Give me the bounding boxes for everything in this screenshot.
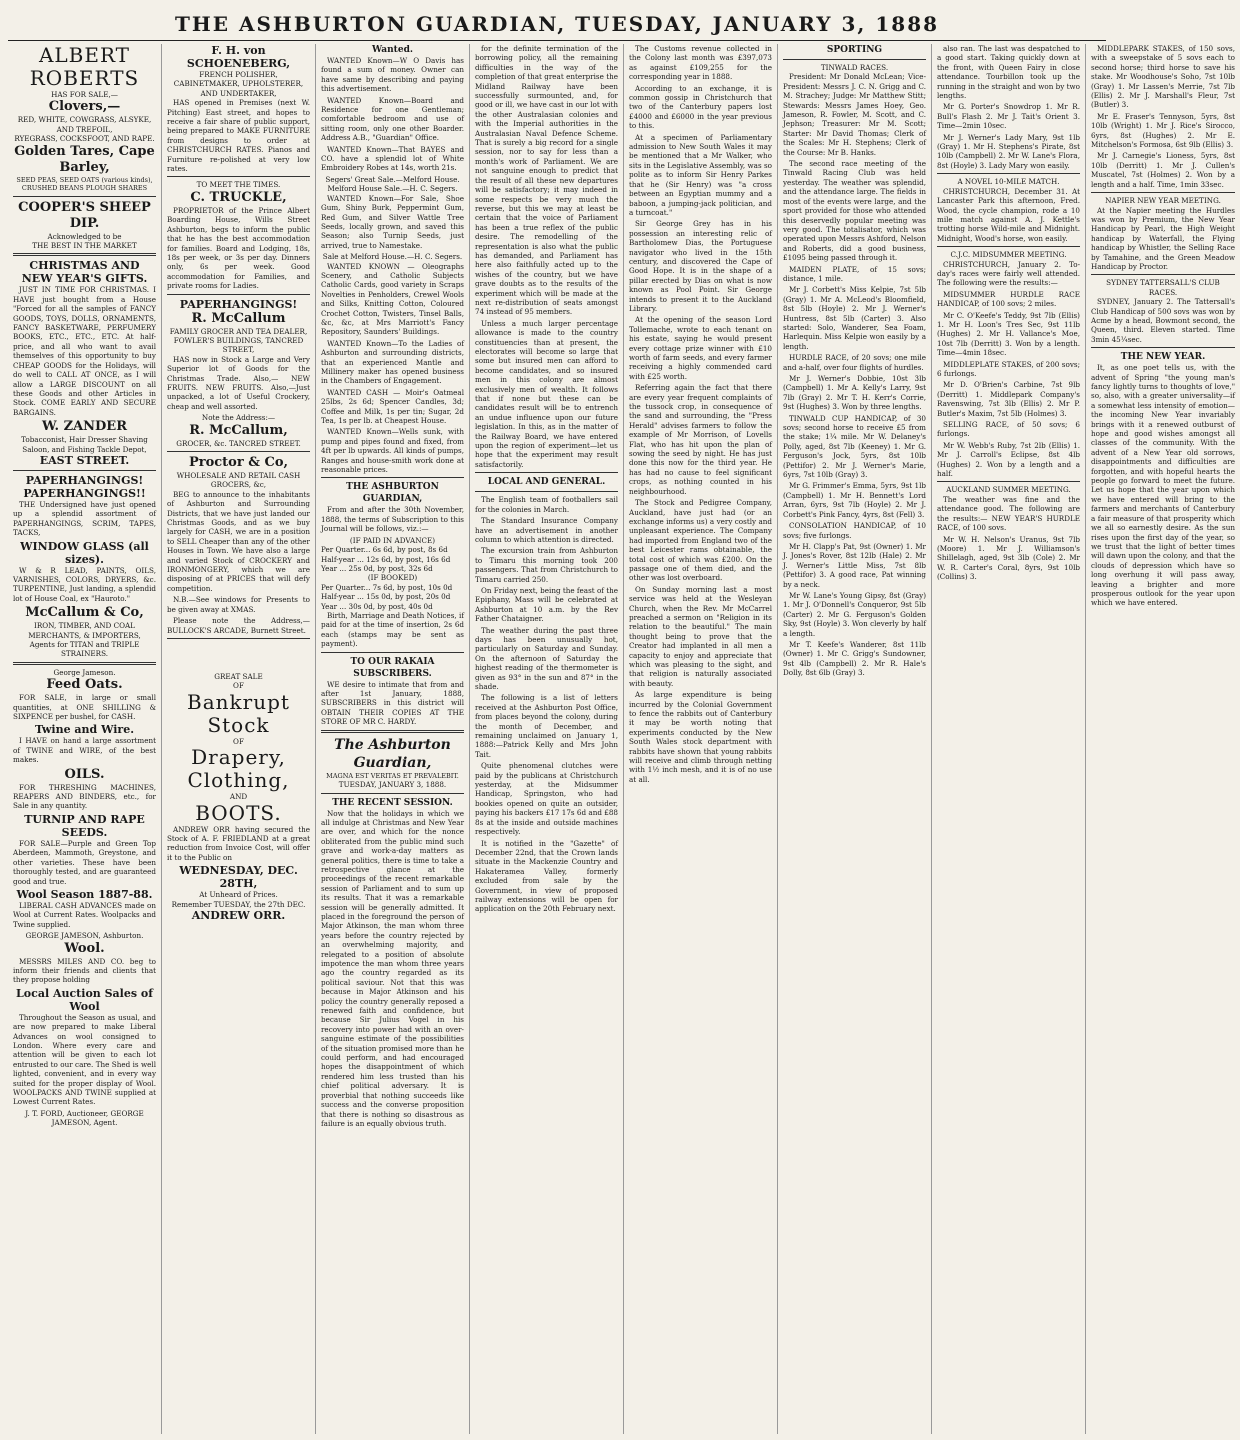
- acknowledged: Acknowledged to be: [47, 231, 122, 241]
- divider: [937, 173, 1080, 174]
- unheard-prices: At Unheard of Prices.: [199, 890, 278, 900]
- booked-label: (IF BOOKED): [367, 573, 418, 583]
- page-header: THE ASHBURTON GUARDIAN, TUESDAY, JANUARY 3, 1888: [8, 10, 1106, 41]
- local-item: On Friday next, being the feast of the Epiphany, Mass will be celebrated at Ashburton at 10 a.m. by the Rev Father Chataigner.: [475, 585, 618, 624]
- divider: [167, 451, 310, 452]
- rate-row: Year ... 30s 0d, by post, 40s 0d: [321, 601, 433, 611]
- wanted-7: WANTED CASH — Moir's Oatmeal 25lbs, 2s 6d; Spencer Candles, 3d; Coffee and Milk, 1s per tin; Sugar, 2d Tea, 1s per lb. at Cheapest House.: [321, 387, 464, 426]
- local-item: The Standard Insurance Company have an advertisement in another column to which attention is directed.: [475, 516, 618, 544]
- column-8: [1086, 44, 1240, 1434]
- great-sale: GREAT SALE: [214, 671, 263, 681]
- divider: [937, 481, 1080, 482]
- grocer-address: GROCER, &c. TANCRED STREET.: [176, 438, 301, 448]
- race-results: Mr C. O'Keefe's Teddy, 9st 7lb (Ellis) 1. Mr H. Loon's Tres Sec, 9st 11lb (Hughes) 2. Mr H. Vallance's Moe, 10st 7lb (Derritt) 3. Won by a length. Time—4min 18sec.: [937, 310, 1080, 358]
- race-results: TINWALD CUP HANDICAP, of 30 sovs; second horse to receive £5 from the stake; 1¼ mile. Mr W. Delaney's Polly, aged, 8st 7lb (Keeney) 1. Mr G. Ferguson's Jock, 5yrs, 8st 10lb (Pettifor) 2. Mr J. Werner's Marie, 6yrs, 7st 10lb (Gray) 3.: [783, 413, 926, 480]
- schoenberg-name: F. H. von SCHOENEBERG,: [186, 44, 291, 70]
- zander-name: W. ZANDER: [41, 419, 128, 435]
- race-results: Mr W. H. Nelson's Uranus, 9st 7lb (Moore) 1. Mr J. Williamson's Shillelagh, aged, 9st 3lb (Cole) 2. Mr W. R. Carter's Coral, 8yrs, 9st 10lb (Collins) 3.: [937, 534, 1080, 582]
- truckle-name: C. TRUCKLE,: [190, 189, 287, 205]
- mccallum-r: R. McCallum: [191, 310, 286, 326]
- schoenberg-body: HAS opened in Premises (next W. Pitching) East street, and hopes to receive a fair share of public support, being prepared to MAKE FURNITURE from designs to order at CHRISTCHURCH RATES. Pianos and Furniture re-polished at very low rates.: [167, 98, 310, 174]
- guardian-subscription-body: From and after the 30th November, 1888, the terms of Subscription to this Journal will be follows, viz.:—: [321, 505, 464, 534]
- truckle-body: PROPRIETOR of the Prince Albert Boarding House, Wills Street Ashburton, begs to inform the public that he has the best accommodation for families. Board and Lodging, 18s, 18s per week, or 3s per day. Dinners only, 6s per week. Good accommodation for Families, and private rooms for Ladies.: [167, 205, 310, 291]
- bankrupt-stock: Bankrupt Stock: [187, 689, 290, 737]
- schoenberg-desc: FRENCH POLISHER, CABINETMAKER, UPHOLSTERER, AND UNDERTAKER,: [173, 70, 304, 98]
- cjc-heading: C.J.C. MIDSUMMER MEETING.: [950, 250, 1067, 260]
- twine-and-wire: Twine and Wire.: [34, 723, 135, 737]
- race-results: Mr W. Lane's Young Gipsy, 8st (Gray) 1. Mr J. O'Donnell's Conqueror, 9st 5lb (Carter) 2. Mr G. Ferguson's Golden Sky, 9st (Hoyle) 3. Won cleverly by half a length.: [783, 590, 926, 638]
- wanted-3: WANTED Known—That BAYES and CO. have a splendid lot of White Embroidery Robes at 14s, worth 21s.: [321, 144, 464, 173]
- news-item: According to an exchange, it is common gossip in Christchurch that two of the Canterbury papers lost £4000 and £6000 in the year previous to this.: [629, 83, 772, 131]
- race-results: Mr H. Clapp's Pat, 9st (Owner) 1. Mr J. Jones's Rover, 8st 12lb (Hale) 2. Mr J. Werner's Little Miss, 7st 8lb (Pettifor) 3. A good race, Pat winning by a neck.: [783, 541, 926, 589]
- issue-date: TUESDAY, JANUARY 3, 1888.: [338, 780, 447, 790]
- race-title: MIDDLEPLATE STAKES, of 200 sovs; 6 furlongs.: [937, 359, 1080, 378]
- race-results: Mr D. O'Brien's Carbine, 7st 9lb (Derritt) 1. Middlepark Company's Ravenswing, 7st 3lb (Ellis) 2. Mr P. Butler's Maxim, 7st 5lb (Holmes) 3.: [937, 380, 1080, 418]
- recent-session-heading: THE RECENT SESSION.: [332, 797, 453, 808]
- mccallum-desc: IRON, TIMBER, AND COAL MERCHANTS, & IMPORTERS,: [28, 621, 141, 640]
- rate-row: Half-year ... 12s 6d, by post, 16s 6d: [321, 554, 451, 564]
- race-report: The second race meeting of the Tinwald Racing Club was held yesterday. The weather was splendid, and the attendance large. The fields in most of the events were large, and the sport provided for those who attended this deservedly popular meeting was very good. The totalisator, which was operated upon Messrs Ashford, Nelson and Roberts, did a good business, £1095 being passed through it.: [783, 159, 926, 263]
- race-results: MIDDLEPARK STAKES, of 150 sovs, with a sweepstake of 5 sovs each to second horse; third horse to save his stake. Mr Woodhouse's Soho, 7st 10lb (Gray) 1. Mr Lassen's Merrie, 7st 7lb (Ellis) 2. Mr J. Marshall's Fleur, 7st (Butler) 3.: [1091, 44, 1235, 110]
- column-3: [316, 44, 470, 1434]
- race-results: Mr J. Corbett's Miss Kelpie, 7st 5lb (Gray) 1. Mr A. McLeod's Bloomfield, 8st 5lb (Hoyle) 2. Mr J. Werner's Huntress, 8st 5lb (Carter) 3. Also started: Solo, Wanderer, Sea Foam, Harlequin. Miss Kelpie won easily by a length.: [783, 285, 926, 351]
- columns: [8, 43, 1235, 1434]
- note-address: Note the Address:—: [201, 413, 276, 423]
- wanted-8: WANTED Known—Wells sunk, with pump and pipes found and fixed, from 4ft per lb upwards. All kinds of pumps, Ranges and house-smith work done at reasonable prices.: [321, 427, 464, 475]
- divider: [167, 638, 310, 639]
- wanted-2: WANTED Known—Board and Residence for one Gentleman; comfortable bedroom and use of sitting room, only one other Boarder. Address A.B., "Guardian" Office.: [321, 95, 464, 143]
- wanted-5: WANTED KNOWN — Oleographs Scenery, and Catholic Subjects Catholic Cards, good variety in Scraps Novelties in Penholders, Crewel Wools and Silks, Knitting Cotton, Coloured Crochet Cotton, Twisters, Tinsel Balls, &c, &c, at Mrs Marriott's Fancy Repository, Saunders' Buildings.: [321, 261, 464, 337]
- column-5: [624, 44, 778, 1434]
- divider: [321, 730, 464, 733]
- sporting-heading: SPORTING: [826, 45, 883, 55]
- wanted-6: WANTED Known—To the Ladies of Ashburton and surrounding districts, that an experienced Mantle and Millinery maker has opened business in the Chambers of Engagement.: [321, 338, 464, 386]
- zander-address: EAST STREET.: [39, 453, 130, 467]
- paperhangings-body: THE Undersigned have just opened up a splendid assortment of PAPERHANGINGS, SCRIM, TAPES, TACKS,: [13, 499, 156, 538]
- wanted-heading: Wanted.: [371, 45, 413, 55]
- race-results: Mr J. Carnegie's Lioness, 5yrs, 8st 10lb (Derritt) 1. Mr J. Cullen's Muscatel, 7st (Holmes) 2. Won by a length and a half. Time, 1min 33sec.: [1091, 151, 1235, 189]
- guardian-subscription-heading: THE ASHBURTON GUARDIAN,: [346, 482, 439, 505]
- christmas-heading: CHRISTMAS AND NEW YEAR'S GIFTS.: [21, 259, 148, 286]
- oils-body: FOR THRESHING MACHINES, REAPERS AND BINDERS, etc., for Sale in any quantity.: [13, 782, 156, 811]
- andrew-body: ANDREW ORR having secured the Stock of A. F. FRIEDLAND at a great reduction from Invoice Cost, will offer it to the Public on: [167, 824, 310, 862]
- divider: [783, 59, 926, 60]
- andrew-orr: ANDREW ORR.: [191, 908, 286, 922]
- divider: [167, 176, 310, 177]
- tinwald-races-heading: TINWALD RACES.: [820, 63, 889, 72]
- column-2: [162, 44, 316, 1434]
- clovers-types: RED, WHITE, COWGRASS, ALSYKE, AND TREFOIL,: [17, 115, 152, 134]
- race-results: Mr J. Werner's Dobbie, 10st 3lb (Campbell) 1. Mr A. Kelly's Larry, 9st 7lb (Gray) 2. Mr T. H. Kerr's Corrie, 9st (Hughes) 3. Won by three lengths.: [783, 374, 926, 412]
- race-results: Mr J. Werner's Lady Mary, 9st 1lb (Gray) 1. Mr H. Stephens's Pirate, 8st 10lb (Campbell) 2. Mr W. Lane's Flora, 8st (Hoyle) 3. Lady Mary won easily.: [937, 132, 1080, 170]
- divider: [1091, 347, 1235, 348]
- local-auction: Local Auction Sales of Wool: [16, 986, 153, 1013]
- window-glass: WINDOW GLASS (all sizes).: [20, 539, 149, 566]
- paperhangings-heading: PAPERHANGINGS! PAPERHANGINGS!!: [23, 473, 146, 500]
- column-7: [932, 44, 1086, 1434]
- advance-label: (IF PAID IN ADVANCE): [349, 535, 436, 545]
- recent-session-body: Now that the holidays in which we all indulge at Christmas and New Year are over, and which for the nonce obliterated from the public mind such grave and work-a-day matters as general politics, there is time to take a retrospective glance at the proceedings of the recent remarkable session of Parliament and to sum up its results. That it was a remarkable session will be generally admitted. It placed in the foreground the person of Major Atkinson, the man whom three years before the country rejected by an overwhelming majority, and relegated to a position of absolute impotence the man whom three years ago the country regarded as its political saviour. Not that this was because in Major Atkinson and his policy the country generally reposed a renewed faith and confidence, but because Sir Julius Vogel in his recovery into power had with an over-sanguine estimate of the possibilities of the situation promised more than he could perform, and had encouraged hopes the disappointment of which rendered him less trusted than his chief political adversary. It is proverbial that nothing succeeds like success and the converse proposition that there is nothing so disastrous as failure is an equally obvious truth.: [321, 808, 464, 1128]
- mccallum-r-body: HAS now in Stock a Large and Very Superior lot of Goods for the Christmas Trade. Also,— NEW FRUITS. NEW FRUITS. Also,—Just unpacked, a lot of Useful Crockery, cheap and well assorted.: [167, 354, 310, 411]
- turnip-body: FOR SALE—Purple and Green Top Aberdeen, Mammoth, Greystone, and other varieties. These have been thoroughly tested, and are guaranteed good and true.: [13, 838, 156, 886]
- guardian-motto: MAGNA EST VERITAS ET PREVALEBIT.: [326, 771, 459, 780]
- new-year-body: It, as one poet tells us, with the advent of Spring "the young man's fancy lightly turns to thoughts of love," so, also, with a greater universality—if a somewhat less intensity of emotion—the incoming New Year invariably brings with it a renewed outburst of hope and good wishes amongst all classes of the community. With the advent of a New Year old sorrows, disappointments and difficulties are forgotten, and with hopeful hearts the people go forward to meet the future. Let us hope that the year upon which we have entered will bring to the farmers and merchants of Canterbury a fair measure of that prosperity which we all so earnestly desire. As the sun rises upon the first day of the year, so we trust that the light of better times will dawn upon the colony, and that the clouds of depression which have so long overhung it will pass away, leaving a brighter and more prosperous outlook for the year upon which we have entered.: [1091, 363, 1235, 608]
- golden-tares: Golden Tares, Cape Barley,: [14, 143, 155, 175]
- albert-roberts-sub: HAS FOR SALE,—: [51, 90, 118, 99]
- ford-signature: J. T. FORD, Auctioneer, GEORGE JAMESON, Agent.: [25, 1108, 144, 1128]
- divider: [475, 472, 618, 473]
- rakaia-body: WE desire to intimate that from and after 1st January, 1888, SUBSCRIBERS in this district will OBTAIN THEIR COPIES AT THE STORE OF MR C. HARDY.: [321, 679, 464, 727]
- wool-season: Wool Season 1887-88.: [16, 887, 153, 901]
- editorial-continued-2: Unless a much larger percentage allowance is made to the country constituencies than at present, the electorates will become so large that some but insured men can afford to become candidates, and so insured men in this colony are almost exclusively men of wealth. It follows that if none but these can be candidates result will be to entrench an undue influence upon our future legislation. In this, as in the matter of the Railway Board, we have entered upon the region of experiment—let us hope that the experiment may result satisfactorily.: [475, 318, 618, 469]
- segers-sale: Segers' Great Sale.—Melford House.: [325, 174, 460, 184]
- best-in-market: THE BEST IN THE MARKET: [32, 241, 137, 251]
- local-general-heading: LOCAL AND GENERAL.: [487, 477, 606, 488]
- mccallum-r2: R. McCallum,: [189, 422, 288, 438]
- race-results: Mr E. Fraser's Tennyson, 5yrs, 8st 10lb (Wright) 1. Mr J. Rice's Sirocco, 6yrs, 8st (Hughes) 2. Mr E. Mitchelson's Formosa, 6st 9lb (Ellis) 3.: [1091, 111, 1235, 150]
- divider: [13, 196, 156, 197]
- news-item: At a specimen of Parliamentary admission to New South Wales it may be mentioned that a Mr Walker, who sits in the Legislative Assembly, was so polite as to inform Sir Henry Parkes that he (Sir Henry) was "a cross between an Egyptian mummy and a baboon, a jumping-jack politician, and a turncoat.": [629, 132, 772, 217]
- rate-row: Per Quarter... 6s 6d, by post, 8s 6d: [321, 545, 448, 555]
- sydney-body: SYDNEY, January 2. The Tattersall's Club Handicap of 500 sovs was won by Acme by a head, Bowmont second, the Queen, third. Eleven started. Time 3min 45¼sec.: [1091, 297, 1235, 344]
- novel-match-body: CHRISTCHURCH, December 31. At Lancaster Park this afternoon, Fred. Wood, the cycle champion, rode a 10 mile match against A. J. Kettle's trotting horse Wild-mile and Midnight. Midnight, Wood's horse, won easily.: [937, 186, 1080, 243]
- divider: [13, 253, 156, 256]
- drapery-clothing: Drapery, Clothing,: [187, 745, 290, 793]
- jameson-heading: George Jameson.: [53, 667, 116, 677]
- auckland-heading: AUCKLAND SUMMER MEETING.: [946, 485, 1071, 495]
- divider: [167, 294, 310, 295]
- divider: [321, 477, 464, 478]
- local-item: The weather during the past three days has been unusually hot, particularly on Saturday and Sunday. On the afternoon of Saturday the highest reading of the thermometer is given as 93° in the sun and 87° in the shade.: [475, 625, 618, 691]
- divider: [1091, 192, 1235, 193]
- mccallum-r-desc: FAMILY GROCER AND TEA DEALER, FOWLER'S BUILDINGS, TANCRED STREET,: [169, 326, 308, 355]
- proctor-desc: WHOLESALE AND RETAIL CASH GROCERS, &c,: [176, 471, 301, 490]
- race-title: CONSOLATION HANDICAP, of 10 sovs; five furlongs.: [783, 521, 926, 540]
- divider: [937, 246, 1080, 247]
- feed-oats-body: FOR SALE, in large or small quantities, at ONE SHILLING & SIXPENCE per bushel, for CASH.: [13, 693, 156, 722]
- auckland-body: The weather was fine and the attendance good. The following are the results:— NEW YEAR'S HURDLE RACE, of 100 sovs.: [937, 494, 1080, 533]
- proctor-nb: N.B.—See windows for Presents to be given away at XMAS.: [167, 595, 310, 614]
- napier-heading: NAPIER NEW YEAR MEETING.: [1105, 196, 1221, 206]
- new-year-heading: THE NEW YEAR.: [1120, 352, 1206, 363]
- divider: [475, 491, 618, 492]
- race-report: also ran. The last was despatched to a good start. Taking quickly down at the front, with Queen Fairy in close attendance. Tourbillon took up the running in the straight and won by two lengths.: [937, 44, 1080, 101]
- turnip-seeds: TURNIP AND RAPE SEEDS.: [24, 812, 145, 839]
- column-1: [8, 44, 162, 1434]
- boots: BOOTS.: [195, 800, 282, 825]
- proctor-body: BEG to announce to the inhabitants of Ashburton and Surrounding Districts, that we have just landed our Christmas Goods, and as we buy largely for CASH, we are in a position to SELL Cheaper than any of the other Houses in Town. We have also a large and varied Stock of CROCKERY and IRONMONGERY, which we are disposing of at PRICES that will defy competition.: [167, 489, 310, 593]
- christmas-body: JUST IN TIME FOR CHRISTMAS. I HAVE just bought from a House "Forced for all the samples of FANCY GOODS, TOYS, DOLLS, ORNAMENTS, FANCY BASKETWARE, PERFUMERY BOOKS, ETC., ETC., ETC. At half-price, and all who want to avail themselves of this opportunity to buy CHEAP GOODS for the Holidays, will do well to CALL AT ONCE, as I will allow a LARGE DISCOUNT on all these Goods and other Articles in Stock. COME EARLY AND SECURE BARGAINS.: [13, 285, 156, 417]
- sydney-heading: SYDNEY TATTERSALL'S CLUB RACES.: [1106, 278, 1220, 297]
- local-item: The English team of footballers sail for the colonies in March.: [475, 495, 618, 514]
- albert-roberts-name: ALBERT ROBERTS: [29, 43, 140, 90]
- race-title: SELLING RACE, of 50 sovs; 6 furlongs.: [937, 420, 1080, 439]
- news-item: Referring again the fact that there are every year frequent complaints of the tussock crop, in consequence of the sand and surrounding, the "Press Herald" advises farmers to follow the example of Mr Morrison, of Lovells Flat, who has hit upon the plan of sowing the seed by night. He has just done this now for the third year. He has had no cause to feel significant crops, as nothing counted in his neighbourhood.: [629, 383, 772, 496]
- oils-heading: OILS.: [64, 766, 105, 782]
- wanted-1: WANTED Known—W O Davis has found a sum of money. Owner can have same by describing and paying this advertisement.: [321, 56, 464, 94]
- wool-heading: Wool.: [64, 940, 105, 956]
- napier-body: At the Napier meeting the Hurdles was won by Premium, the New Year Handicap by Pearl, the High Weight handicap by Waterfall, the Flying handicap by Whistler, the Selling Race by Tamahine, and the Green Meadow Handicap by Proctor.: [1091, 205, 1235, 271]
- wanted-4: WANTED Known—For Sale, Shoe Gum, Shiny Burk, Peppermint Gum, Red Gum, and Silver Wattle Tree Seeds, locally grown, and saved this Season; also Turnip Seeds, just arrived, true to Namestake.: [321, 193, 464, 250]
- rate-row: Per Quarter... 7s 6d, by post, 10s 0d: [321, 582, 453, 592]
- wool-body: MESSRS MILES AND CO. beg to inform their friends and clients that they propose holding: [13, 956, 156, 985]
- guardian-nameplate: The Ashburton Guardian,: [334, 736, 451, 771]
- wool-season-body: LIBERAL CASH ADVANCES made on Wool at Current Rates. Woolpacks and Twine supplied.: [13, 900, 156, 929]
- birth-notice: Birth, Marriage and Death Notices, if paid for at the time of insertion, 2s 6d each (stamps may be sent as payment).: [321, 610, 464, 649]
- meet-the-times: TO MEET THE TIMES.: [196, 180, 281, 190]
- divider: [321, 793, 464, 794]
- news-item: The Stock and Pedigree Company, Auckland, have just had (or an exchange informs us) a very costly and unpleasant experience. The Company had imported from England two of the best Leicester rams obtainable, the total cost of which was £200. On the passage one of them died, and the other was lost overboard.: [629, 498, 772, 583]
- cjc-body: CHRISTCHURCH, January 2. To-day's races were fairly well attended. The following were the results:—: [937, 259, 1080, 288]
- wednesday-date: WEDNESDAY, DEC. 28TH,: [179, 864, 298, 891]
- paperhangings-short: PAPERHANGINGS!: [179, 297, 298, 311]
- rate-row: Year ... 25s 0d, by post, 32s 6d: [321, 563, 433, 573]
- race-title: HURDLE RACE, of 20 sovs; one mile and a-half, over four flights of hurdles.: [783, 353, 926, 372]
- column-6: [778, 44, 932, 1434]
- bullock-address: Please note the Address,— BULLOCK'S ARCADE, Burnett Street.: [167, 616, 310, 635]
- divider: [321, 652, 464, 653]
- rate-row: Half-year ... 15s 0d, by post, 20s 0d: [321, 592, 451, 602]
- divider: [13, 662, 156, 665]
- race-results: Mr G. Porter's Snowdrop 1. Mr R. Bull's Flash 2. Mr J. Tait's Orient 3. Time—2min 10sec.: [937, 102, 1080, 131]
- novel-match-heading: A NOVEL 10-MILE MATCH.: [957, 177, 1060, 187]
- grasses: RYEGRASS, COCKSFOOT, AND RAPE.: [14, 134, 155, 144]
- local-item: The following is a list of letters received at the Ashburton Post Office, from places beyond the colony, during the month of December, and remaining unclaimed on January 1, 1888:—Patrick Kelly and Mrs John Tait.: [475, 693, 618, 759]
- local-item: The excursion train from Ashburton to Timaru this morning took 200 passengers. That from Christchurch to Timaru carried 250.: [475, 546, 618, 584]
- melford-sale: Sale at Melford House.—H. C. Segers.: [322, 252, 463, 262]
- clovers-heading: Clovers,—: [48, 99, 121, 115]
- zander-desc: Tobacconist, Hair Dresser Shaving Saloon, and Fishing Tackle Depot,: [21, 435, 148, 454]
- editorial-continued: for the definite termination of the borrowing policy, all the remaining difficulties in the way of the completion of that great enterprise the Midland Railway have been successfully surmounted, and, for good or ill, we have cast in our lot with the other Australasian colonies and with the Imperial authorities in the Australasian Naval Defence Scheme. That is surely a big record for a single session, nor to say for less than a month's work of Parliament. We are not sanguine enough to predict that the result of all these new departures will be satisfactory; it may indeed in some respects be very much the reverse, but this we may at least be certain that the voice of Parliament has been a true reflex of the public desire. The remodelling of the representation is also what the public has demanded, and Parliament has here also faithfully acted up to the wishes of the country, but we have grave doubts as to the results of the experiment which will be made at the next re-distribution of seats amongst 74 instead of 95 members.: [475, 44, 618, 317]
- remember-date: Remember TUESDAY, the 27th DEC.: [171, 899, 306, 909]
- seed-peas: SEED PEAS, SEED OATS (various kinds), CRUSHED BEANS PLOUGH SHARES: [16, 175, 153, 193]
- news-item: Sir George Grey has in his possession an interesting relic of Bartholomew Dias, the Portuguese navigator who lived in the 15th century, and discovered the Cape of Good Hope. It is in the shape of a pillar erected by Dias on what is now known as Pool Point. Sir George intends to present it to the Auckland Library.: [629, 219, 772, 313]
- officials: President: Mr Donald McLean; Vice-President: Messrs J. C. N. Grigg and C. M. Strachey; Judge: Mr Matthew Stitt; Stewards: Messrs James Hoey, Geo. Jameson, R. Fowler, M. Scott, and C. Jephson; Treasurer: Mr M. Scott; Starter: Mr David Thomas; Clerk of the Scales: Mr H. Stephens; Clerk of the Course: Mr B. Hanks.: [783, 72, 926, 157]
- of-label-2: OF: [233, 736, 244, 746]
- race-results: Mr G. Frimmer's Emma, 5yrs, 9st 1lb (Campbell) 1. Mr H. Bennett's Lord Arran, 6yrs, 9st 7lb (Hoyle) 2. Mr J. Corbett's Pink Fancy, 4yrs, 8st (Fell) 3.: [783, 481, 926, 519]
- feed-oats: Feed Oats.: [46, 677, 123, 693]
- twine-body: I HAVE on hand a large assortment of TWINE and WIRE, of the best makes.: [13, 736, 156, 765]
- race-title: MAIDEN PLATE, of 15 sovs; distance, 1 mile.: [783, 264, 926, 283]
- divider: [13, 470, 156, 471]
- local-item: It is notified in the "Gazette" of December 22nd, that the Crown lands situate in the Mackenzie Country and Hakateramea Valley, formerly excluded from sale by the Government, in view of proposed railway extensions will be open for application on the 20th February next.: [475, 838, 618, 914]
- local-auction-body: Throughout the Season as usual, and are now prepared to make Liberal Advances on wool consigned to London. Where every care and attention will be given to each lot entrusted to our care. The Shed is well lighted, convenient, and in every way suited for the proper display of Wool. WOOLPACKS AND TWINE supplied at Lowest Current Rates.: [13, 1012, 156, 1107]
- jameson-signature: GEORGE JAMESON, Ashburton.: [25, 931, 144, 941]
- melford-house: Melford House Sale.—H. C. Segers.: [327, 184, 458, 194]
- local-item: Quite phenomenal clutches were paid by the publicans at Christchurch yesterday, at the Midsummer Handicap, Springston, who had bookies opened on quite an outsider, paying his backers £17 17s 6d and £88 8s at the inside and outside machines respectively.: [475, 761, 618, 837]
- lead-paints-body: W & R LEAD, PAINTS, OILS, VARNISHES, COLORS, DRYERS, &c. TURPENTINE, Just landing, a splendid lot of House Coal, ex "Hauroto.": [13, 565, 156, 603]
- proctor-name: Proctor & Co,: [188, 455, 289, 470]
- and-label: AND: [229, 792, 248, 802]
- mccallum-co: McCallum & Co,: [25, 605, 144, 621]
- column-4: [470, 44, 624, 1434]
- news-item: On Sunday morning last a most service was held at the Wesleyan Church, when the Rev. Mr McCarrel preached a sermon on "Religion in its relation to the beautiful." The main thought being to prove that the Creator had implanted in all men a capacity to enjoy and appreciate that which was pleasing to the sight, and that religion is naturally associated with beauty.: [629, 584, 772, 688]
- news-item: At the opening of the season Lord Tollemache, wrote to each tenant on his estate, saying he would present every cottage prize winner with £10 worth of farm seeds, and every farmer receiving a highly commended card with £25 worth.: [629, 315, 772, 381]
- mccallum-agents: Agents for TITAN and TRIPLE STRAINERS.: [29, 640, 140, 659]
- of-label: OF: [233, 681, 244, 691]
- rakaia-heading: TO OUR RAKAIA SUBSCRIBERS.: [350, 656, 435, 679]
- coopers-sheep-dip: COOPER'S SHEEP DIP.: [18, 199, 151, 231]
- race-results: Mr W. Webb's Ruby, 7st 2lb (Ellis) 1. Mr J. Carroll's Eclipse, 8st 4lb (Hughes) 2. Won by a length and a half.: [937, 440, 1080, 479]
- race-results: Mr T. Keefe's Wanderer, 8st 11lb (Owner) 1. Mr C. Grigg's Sundowner, 9st 4lb (Campbell) 2. Mr R. Hale's Dolly, 8st 6lb (Gray) 3.: [783, 639, 926, 678]
- divider: [1091, 274, 1235, 275]
- news-item: As large expenditure is being incurred by the Colonial Government to fence the rabbits out of Canterbury it may be worth noting that experiments conducted by the New South Wales stock department with rabbits have shown that young rabbits will receive and climb through netting with 1½ inch mesh, and it is of no use at all.: [629, 690, 772, 784]
- race-title: MIDSUMMER HURDLE RACE HANDICAP, of 100 sovs; 2 miles.: [937, 289, 1080, 309]
- news-item: The Customs revenue collected in the Colony last month was £397,073 as against £109,255 for the corresponding year in 1888.: [629, 44, 772, 82]
